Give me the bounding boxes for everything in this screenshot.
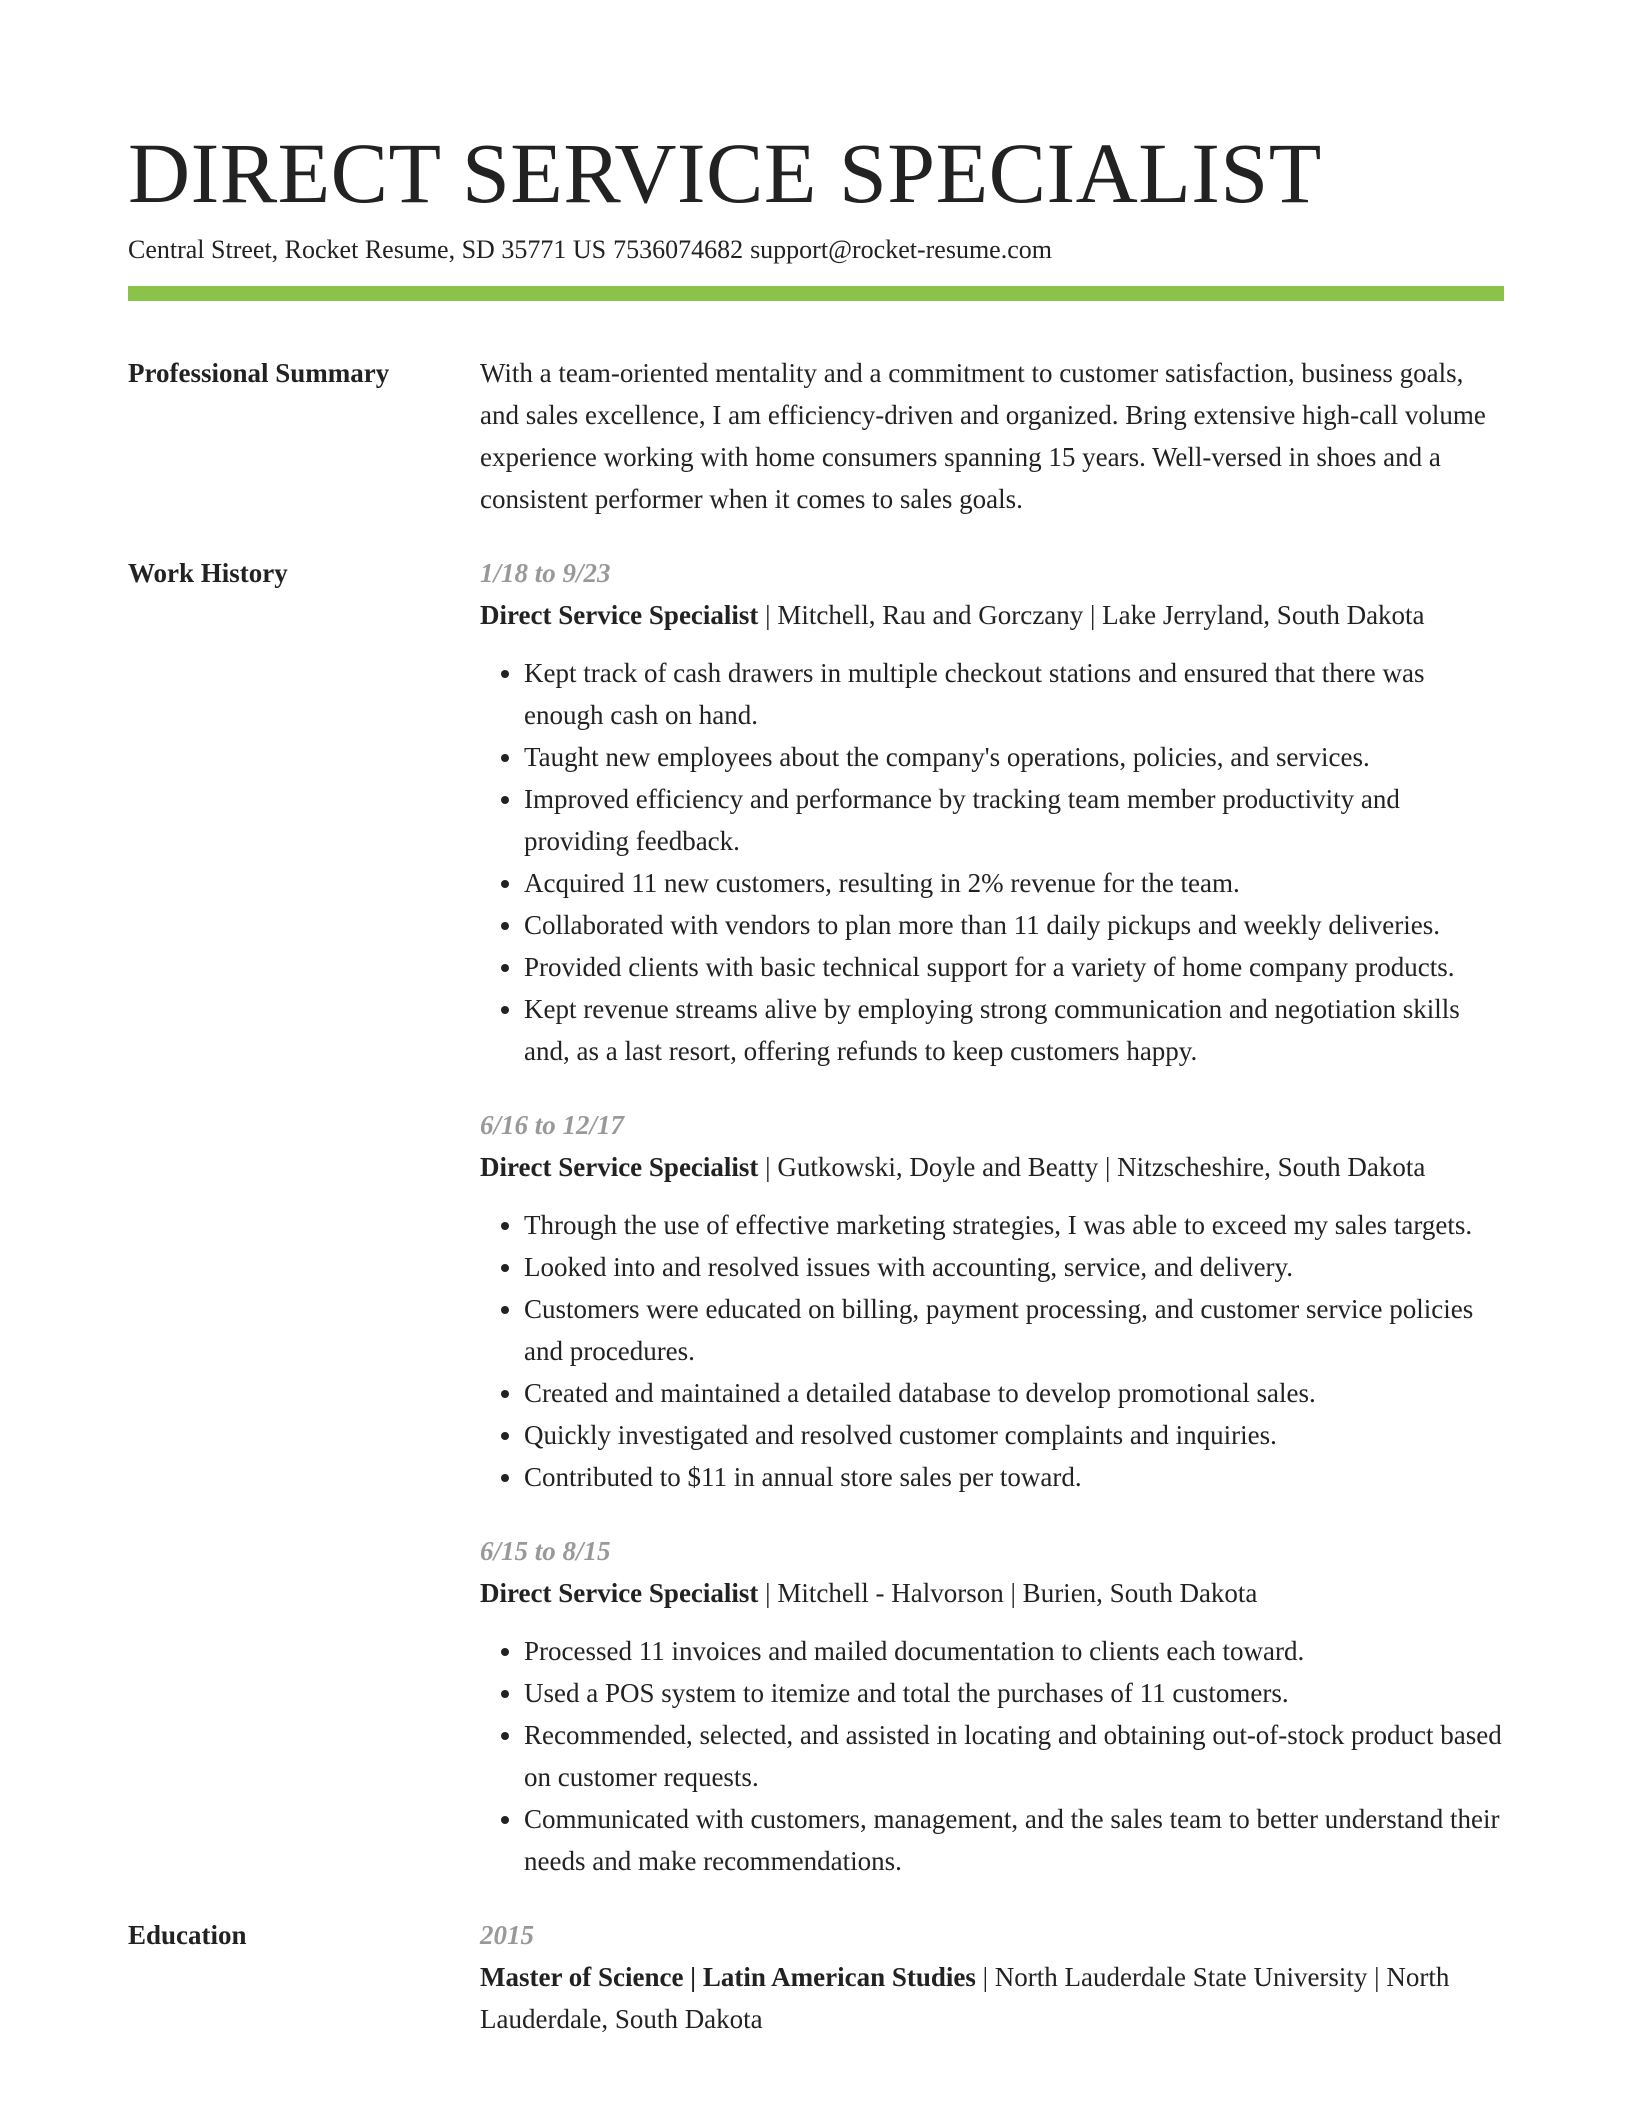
job-title: Direct Service Specialist bbox=[480, 1578, 759, 1608]
contact-address: Central Street, Rocket Resume, SD 35771 US bbox=[128, 235, 607, 264]
job-bullet: • Customers were educated on billing, payment processing, and customer service policies and procedures. bbox=[524, 1288, 1504, 1372]
job-entry bbox=[480, 1530, 1504, 1882]
contact-line bbox=[128, 232, 1504, 268]
education-title: Education bbox=[128, 1920, 247, 1950]
job-bullet: • Collaborated with vendors to plan more than 11 daily pickups and weekly deliveries. bbox=[524, 904, 1504, 946]
education-section bbox=[128, 1914, 1504, 2040]
job-bullet: • Provided clients with basic technical support for a variety of home company products. bbox=[524, 946, 1504, 988]
job-bullet-list bbox=[480, 1204, 1504, 1498]
job-bullet: • Quickly investigated and resolved customer complaints and inquiries. bbox=[524, 1414, 1504, 1456]
job-employer-location: | Gutkowski, Doyle and Beatty | Nitzscheshire, South Dakota bbox=[758, 1152, 1426, 1182]
job-title: Direct Service Specialist bbox=[480, 600, 759, 630]
job-bullet: • Contributed to $11 in annual store sales per toward. bbox=[524, 1456, 1504, 1498]
job-bullet: • Through the use of effective marketing strategies, I was able to exceed my sales targets. bbox=[524, 1204, 1504, 1246]
job-dates: 6/16 to 12/17 bbox=[480, 1110, 625, 1140]
job-bullet: • Kept track of cash drawers in multiple checkout stations and ensured that there was enough cash on hand. bbox=[524, 652, 1504, 736]
job-role-line bbox=[480, 1572, 1504, 1614]
education-year: 2015 bbox=[480, 1920, 534, 1950]
education-school-location: | North Lauderdale State University | North Lauderdale, South Dakota bbox=[480, 1962, 1450, 2034]
job-dates: 6/15 to 8/15 bbox=[480, 1536, 611, 1566]
job-role-line bbox=[480, 1146, 1504, 1188]
header-divider bbox=[128, 286, 1504, 301]
summary-text: With a team-oriented mentality and a commitment to customer satisfaction, business goals, and sales excellence, I am efficiency-driven and organized. Bring extensive high-call volume experience working with home consumers spanning 15 years. Well-versed in shoes and a consistent performer when it comes to sales goals. bbox=[480, 358, 1486, 514]
summary-section bbox=[128, 352, 1504, 520]
work-history-section bbox=[128, 552, 1504, 1882]
education-body bbox=[480, 1914, 1504, 2040]
job-bullet-list bbox=[480, 1630, 1504, 1882]
resume-page bbox=[128, 0, 1504, 2040]
work-history-body bbox=[480, 552, 1504, 1882]
job-bullet: • Created and maintained a detailed database to develop promotional sales. bbox=[524, 1372, 1504, 1414]
job-employer-location: | Mitchell, Rau and Gorczany | Lake Jerryland, South Dakota bbox=[758, 600, 1425, 630]
job-bullet-list bbox=[480, 652, 1504, 1072]
job-bullet: • Recommended, selected, and assisted in locating and obtaining out-of-stock product based on customer requests. bbox=[524, 1714, 1504, 1798]
job-dates: 1/18 to 9/23 bbox=[480, 558, 611, 588]
job-bullet: • Looked into and resolved issues with accounting, service, and delivery. bbox=[524, 1246, 1504, 1288]
job-entry bbox=[480, 552, 1504, 1072]
job-bullet: • Communicated with customers, management, and the sales team to better understand their needs and make recommendations. bbox=[524, 1798, 1504, 1882]
work-history-title: Work History bbox=[128, 558, 288, 588]
summary-title: Professional Summary bbox=[128, 358, 390, 388]
job-entry bbox=[480, 1104, 1504, 1498]
job-bullet: • Used a POS system to itemize and total the purchases of 11 customers. bbox=[524, 1672, 1504, 1714]
job-bullet: • Acquired 11 new customers, resulting in 2% revenue for the team. bbox=[524, 862, 1504, 904]
education-degree-line bbox=[480, 1956, 1504, 2040]
job-title: Direct Service Specialist bbox=[480, 1152, 759, 1182]
job-bullet: • Improved efficiency and performance by tracking team member productivity and providing feedback. bbox=[524, 778, 1504, 862]
job-bullet: • Kept revenue streams alive by employing strong communication and negotiation skills and, as a last resort, offering refunds to keep customers happy. bbox=[524, 988, 1504, 1072]
contact-phone: 7536074682 bbox=[613, 235, 744, 264]
contact-email: support@rocket-resume.com bbox=[750, 235, 1052, 264]
summary-body bbox=[480, 352, 1504, 520]
resume-name-heading: DIRECT SERVICE SPECIALIST bbox=[128, 125, 1322, 221]
job-bullet: • Processed 11 invoices and mailed documentation to clients each toward. bbox=[524, 1630, 1504, 1672]
job-employer-location: | Mitchell - Halvorson | Burien, South Dakota bbox=[758, 1578, 1258, 1608]
education-degree: Master of Science | Latin American Studies bbox=[480, 1962, 976, 1992]
job-role-line bbox=[480, 594, 1504, 636]
job-bullet: • Taught new employees about the company's operations, policies, and services. bbox=[524, 736, 1504, 778]
